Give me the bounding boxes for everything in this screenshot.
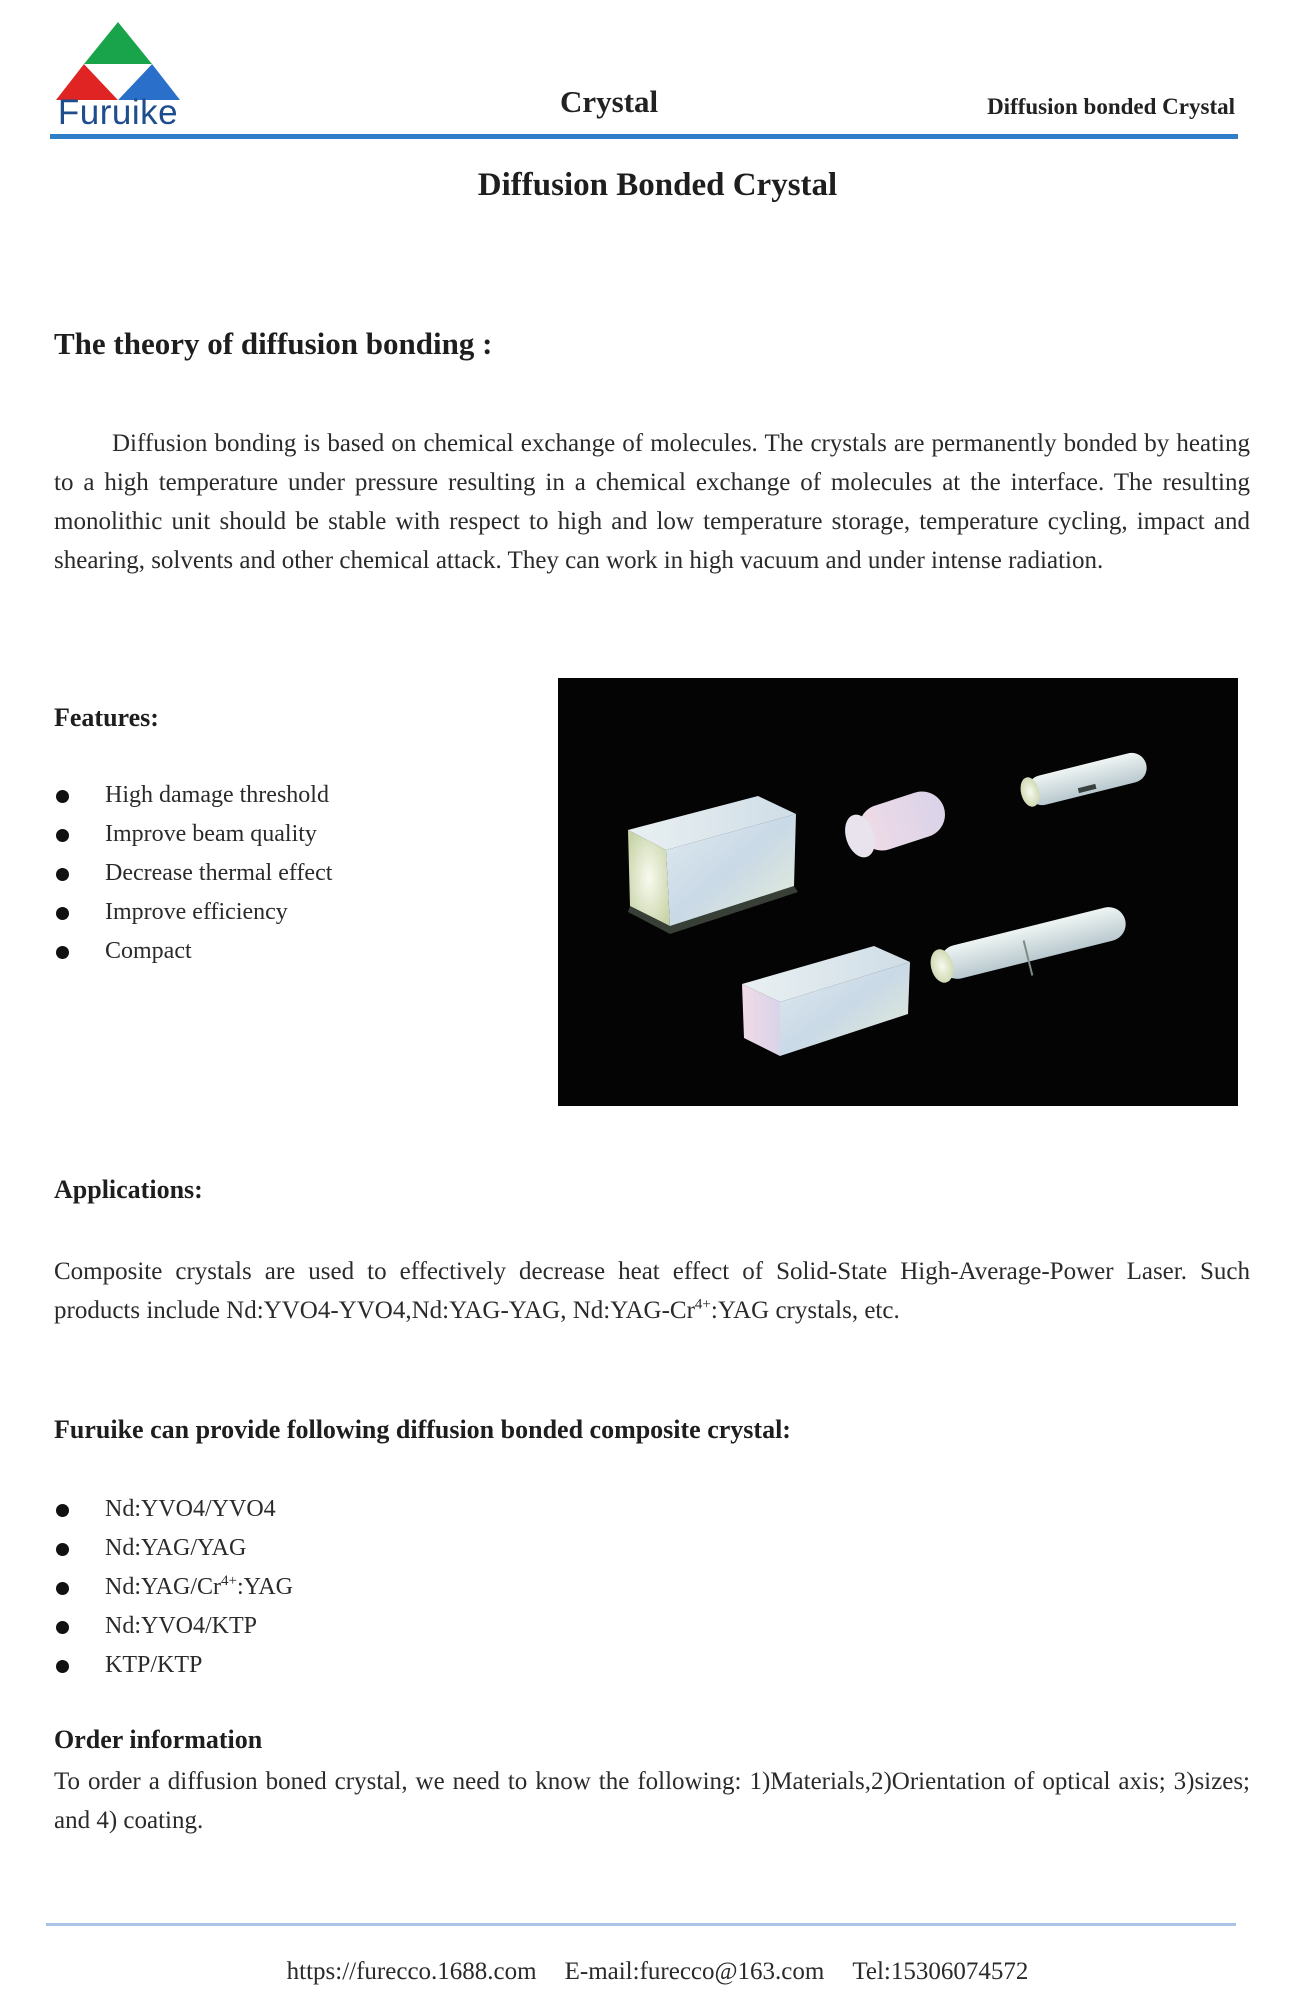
applications-text-end: :YAG crystals, etc.: [710, 1297, 900, 1324]
crystal-type: KTP/KTP: [105, 1652, 203, 1678]
order-paragraph: To order a diffusion boned crystal, we need to know the following: 1)Materials,2)Orientation of optical axis; 3)sizes; and 4) coating.: [54, 1768, 1250, 1834]
list-item: [54, 893, 332, 932]
order-heading: Order information: [54, 1725, 263, 1754]
list-item: [54, 1646, 293, 1685]
bullet-icon: [56, 868, 69, 881]
feature-text: High damage threshold: [105, 782, 329, 808]
crystal-type: Nd:YAG/Cr: [105, 1574, 222, 1600]
crystal-type: Nd:YVO4/KTP: [105, 1613, 258, 1639]
features-heading: Features:: [54, 703, 159, 732]
list-item: [54, 815, 332, 854]
provide-heading: Furuike can provide following diffusion bonded composite crystal:: [54, 1415, 791, 1444]
list-item: [54, 1568, 293, 1607]
superscript: 4+: [221, 1573, 237, 1589]
superscript: 4+: [694, 1296, 711, 1313]
crystal-product-photo: [558, 678, 1238, 1106]
applications-heading: Applications:: [54, 1175, 203, 1204]
crystal-photo-icon: [558, 678, 1238, 1106]
theory-heading: The theory of diffusion bonding :: [54, 326, 493, 361]
bullet-icon: [56, 946, 69, 959]
bullet-icon: [56, 1621, 69, 1634]
theory-paragraph: Diffusion bonding is based on chemical exchange of molecules. The crystals are permanently bonded by heating to a high temperature under pressure resulting in a chemical exchange of molecules at the interface. The resulting monolithic unit should be stable with respect to high and low temperature storage, temperature cycling, impact and shearing, solvents and other chemical attack. They can work in high vacuum and under intense radiation.: [54, 430, 1250, 574]
applications-text: Composite crystals are used to effectively decrease heat effect of Solid-State High-Average-Power Laser. Such products include Nd:YVO4-YVO4,Nd:YAG-YAG, Nd:YAG-Cr: [54, 1258, 1250, 1324]
footer-divider: [46, 1923, 1236, 1926]
feature-text: Improve efficiency: [105, 899, 288, 925]
list-item: [54, 1529, 293, 1568]
logo-wordmark: Furuike: [57, 93, 179, 132]
list-item: [54, 854, 332, 893]
list-item: [54, 932, 332, 971]
list-item: [54, 1490, 293, 1529]
applications-paragraph: [54, 1252, 1250, 1330]
list-item: [54, 1607, 293, 1646]
header-category: Crystal: [560, 84, 659, 119]
footer-email[interactable]: E-mail:furecco@163.com: [564, 1958, 825, 1985]
footer-website-link[interactable]: https://furecco.1688.com: [286, 1958, 537, 1985]
bullet-icon: [56, 1582, 69, 1595]
header-divider: [50, 134, 1238, 139]
composite-crystal-list: [54, 1490, 293, 1685]
crystal-type-end: :YAG: [236, 1574, 293, 1600]
list-item: [54, 776, 332, 815]
bullet-icon: [56, 1543, 69, 1556]
bullet-icon: [56, 790, 69, 803]
footer-phone: Tel:15306074572: [852, 1958, 1029, 1985]
document-title: Diffusion Bonded Crystal: [477, 167, 838, 203]
bullet-icon: [56, 829, 69, 842]
features-list: [54, 776, 332, 971]
feature-text: Compact: [105, 938, 192, 964]
bullet-icon: [56, 907, 69, 920]
footer-contact: [0, 1958, 1315, 1986]
bullet-icon: [56, 1660, 69, 1673]
header-product-name: Diffusion bonded Crystal: [987, 94, 1235, 119]
crystal-type: Nd:YVO4/YVO4: [105, 1496, 276, 1522]
feature-text: Improve beam quality: [105, 821, 317, 847]
logo-triangles-icon: [54, 20, 182, 100]
crystal-type: Nd:YAG/YAG: [105, 1535, 247, 1561]
bullet-icon: [56, 1504, 69, 1517]
company-logo: [54, 20, 182, 130]
feature-text: Decrease thermal effect: [105, 860, 333, 886]
